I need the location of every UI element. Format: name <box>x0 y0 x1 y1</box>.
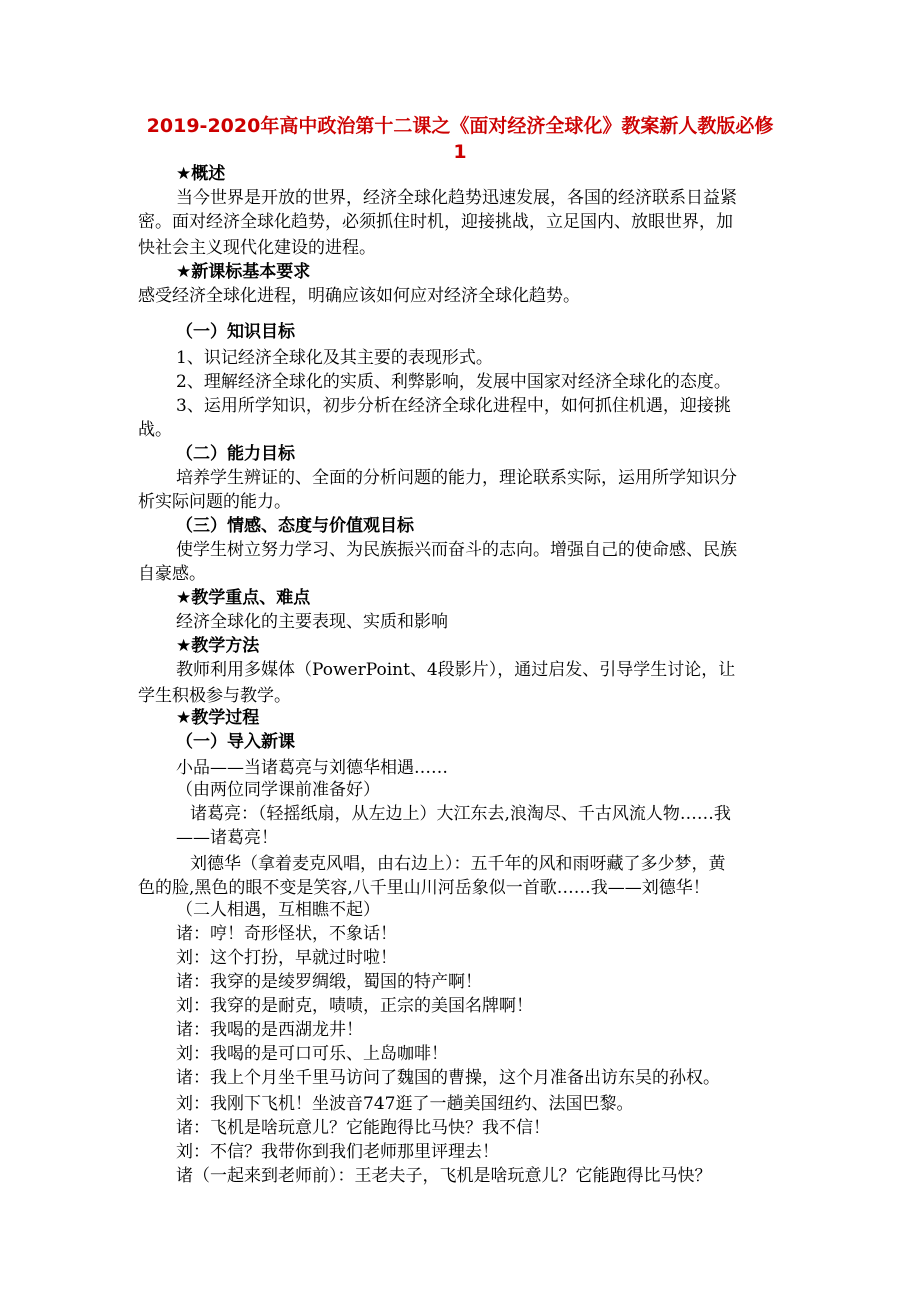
document-title <box>120 113 800 165</box>
paragraph-line: 感受经济全球化进程，明确应该如何应对经济全球化趋势。 <box>138 286 580 306</box>
dialogue-line: 诸：飞机是啥玩意儿？它能跑得比马快？我不信！ <box>176 1118 550 1138</box>
dialogue-line: 诸：我穿的是绫罗绸缎，蜀国的特产啊！ <box>176 972 482 992</box>
list-item-continuation: 战。 <box>138 420 172 440</box>
paragraph-line: 快社会主义现代化建设的进程。 <box>138 238 376 258</box>
heading-curriculum-requirements: ★新课标基本要求 <box>176 262 311 282</box>
heading-overview: ★概述 <box>176 164 226 184</box>
dialogue-line: 色的脸,黑色的眼不变是笑容,八千里山川河岳象似一首歌……我——刘德华！ <box>138 878 710 898</box>
paragraph-line: 析实际问题的能力。 <box>138 492 291 512</box>
dialogue-line: 诸葛亮：（轻摇纸扇，从左边上）大江东去,浪淘尽、千古风流人物……我 <box>190 804 731 824</box>
paragraph-line: 自豪感。 <box>138 564 206 584</box>
heading-teaching-process: ★教学过程 <box>176 708 260 728</box>
paragraph-line: 学生积极参与教学。 <box>138 686 291 706</box>
paragraph-line: 经济全球化的主要表现、实质和影响 <box>176 612 448 632</box>
heading-key-points: ★教学重点、难点 <box>176 588 311 608</box>
dialogue-line: 刘德华（拿着麦克风唱，由右边上）：五千年的风和雨呀藏了多少梦，黄 <box>190 854 726 874</box>
paragraph-line: （由两位同学课前准备好） <box>176 780 380 800</box>
dialogue-line: 刘：这个打扮，早就过时啦！ <box>176 948 397 968</box>
dialogue-line: 诸：我喝的是西湖龙井！ <box>176 1020 363 1040</box>
paragraph-line: 使学生树立努力学习、为民族振兴而奋斗的志向。增强自己的使命感、民族 <box>176 540 737 560</box>
dialogue-line: 刘：我刚下飞机！坐波音747逛了一趟美国纽约、法国巴黎。 <box>176 1094 634 1114</box>
subheading-ability-goals: （二）能力目标 <box>176 444 295 464</box>
dialogue-line: 诸：哼！奇形怪状，不象话！ <box>176 924 397 944</box>
dialogue-line: 诸：我上个月坐千里马访问了魏国的曹操，这个月准备出访东吴的孙权。 <box>176 1068 720 1088</box>
title-line-2: 1 <box>453 141 467 163</box>
list-item: 1、识记经济全球化及其主要的表现形式。 <box>176 348 493 368</box>
dialogue-line: ——诸葛亮！ <box>176 828 278 848</box>
subheading-introduction: （一）导入新课 <box>176 732 295 752</box>
paragraph-line: 培养学生辨证的、全面的分析问题的能力，理论联系实际，运用所学知识分 <box>176 468 737 488</box>
subheading-values-goals: （三）情感、态度与价值观目标 <box>176 516 414 536</box>
paragraph-line: 当今世界是开放的世界，经济全球化趋势迅速发展，各国的经济联系日益紧 <box>176 188 737 208</box>
list-item: 2、理解经济全球化的实质、利弊影响，发展中国家对经济全球化的态度。 <box>176 372 731 392</box>
title-line-1: 2019-2020年高中政治第十二课之《面对经济全球化》教案新人教版必修 <box>146 115 774 137</box>
dialogue-line: 刘：我喝的是可口可乐、上岛咖啡！ <box>176 1044 448 1064</box>
stage-direction: （二人相遇，互相瞧不起） <box>176 900 380 920</box>
subheading-knowledge-goals: （一）知识目标 <box>176 322 295 342</box>
dialogue-line: 刘：我穿的是耐克，啧啧，正宗的美国名牌啊！ <box>176 996 533 1016</box>
dialogue-line: 刘：不信？我带你到我们老师那里评理去！ <box>176 1142 499 1162</box>
paragraph-line: 密。面对经济全球化趋势，必须抓住时机，迎接挑战，立足国内、放眼世界，加 <box>138 212 733 232</box>
dialogue-line: 诸（一起来到老师前）：王老夫子，飞机是啥玩意儿？它能跑得比马快？ <box>176 1166 712 1186</box>
paragraph-line: 教师利用多媒体（PowerPoint、4段影片），通过启发、引导学生讨论，让 <box>176 660 736 680</box>
heading-teaching-methods: ★教学方法 <box>176 636 260 656</box>
paragraph-line: 小品——当诸葛亮与刘德华相遇…… <box>176 758 448 778</box>
list-item: 3、运用所学知识，初步分析在经济全球化进程中，如何抓住机遇，迎接挑 <box>176 396 731 416</box>
